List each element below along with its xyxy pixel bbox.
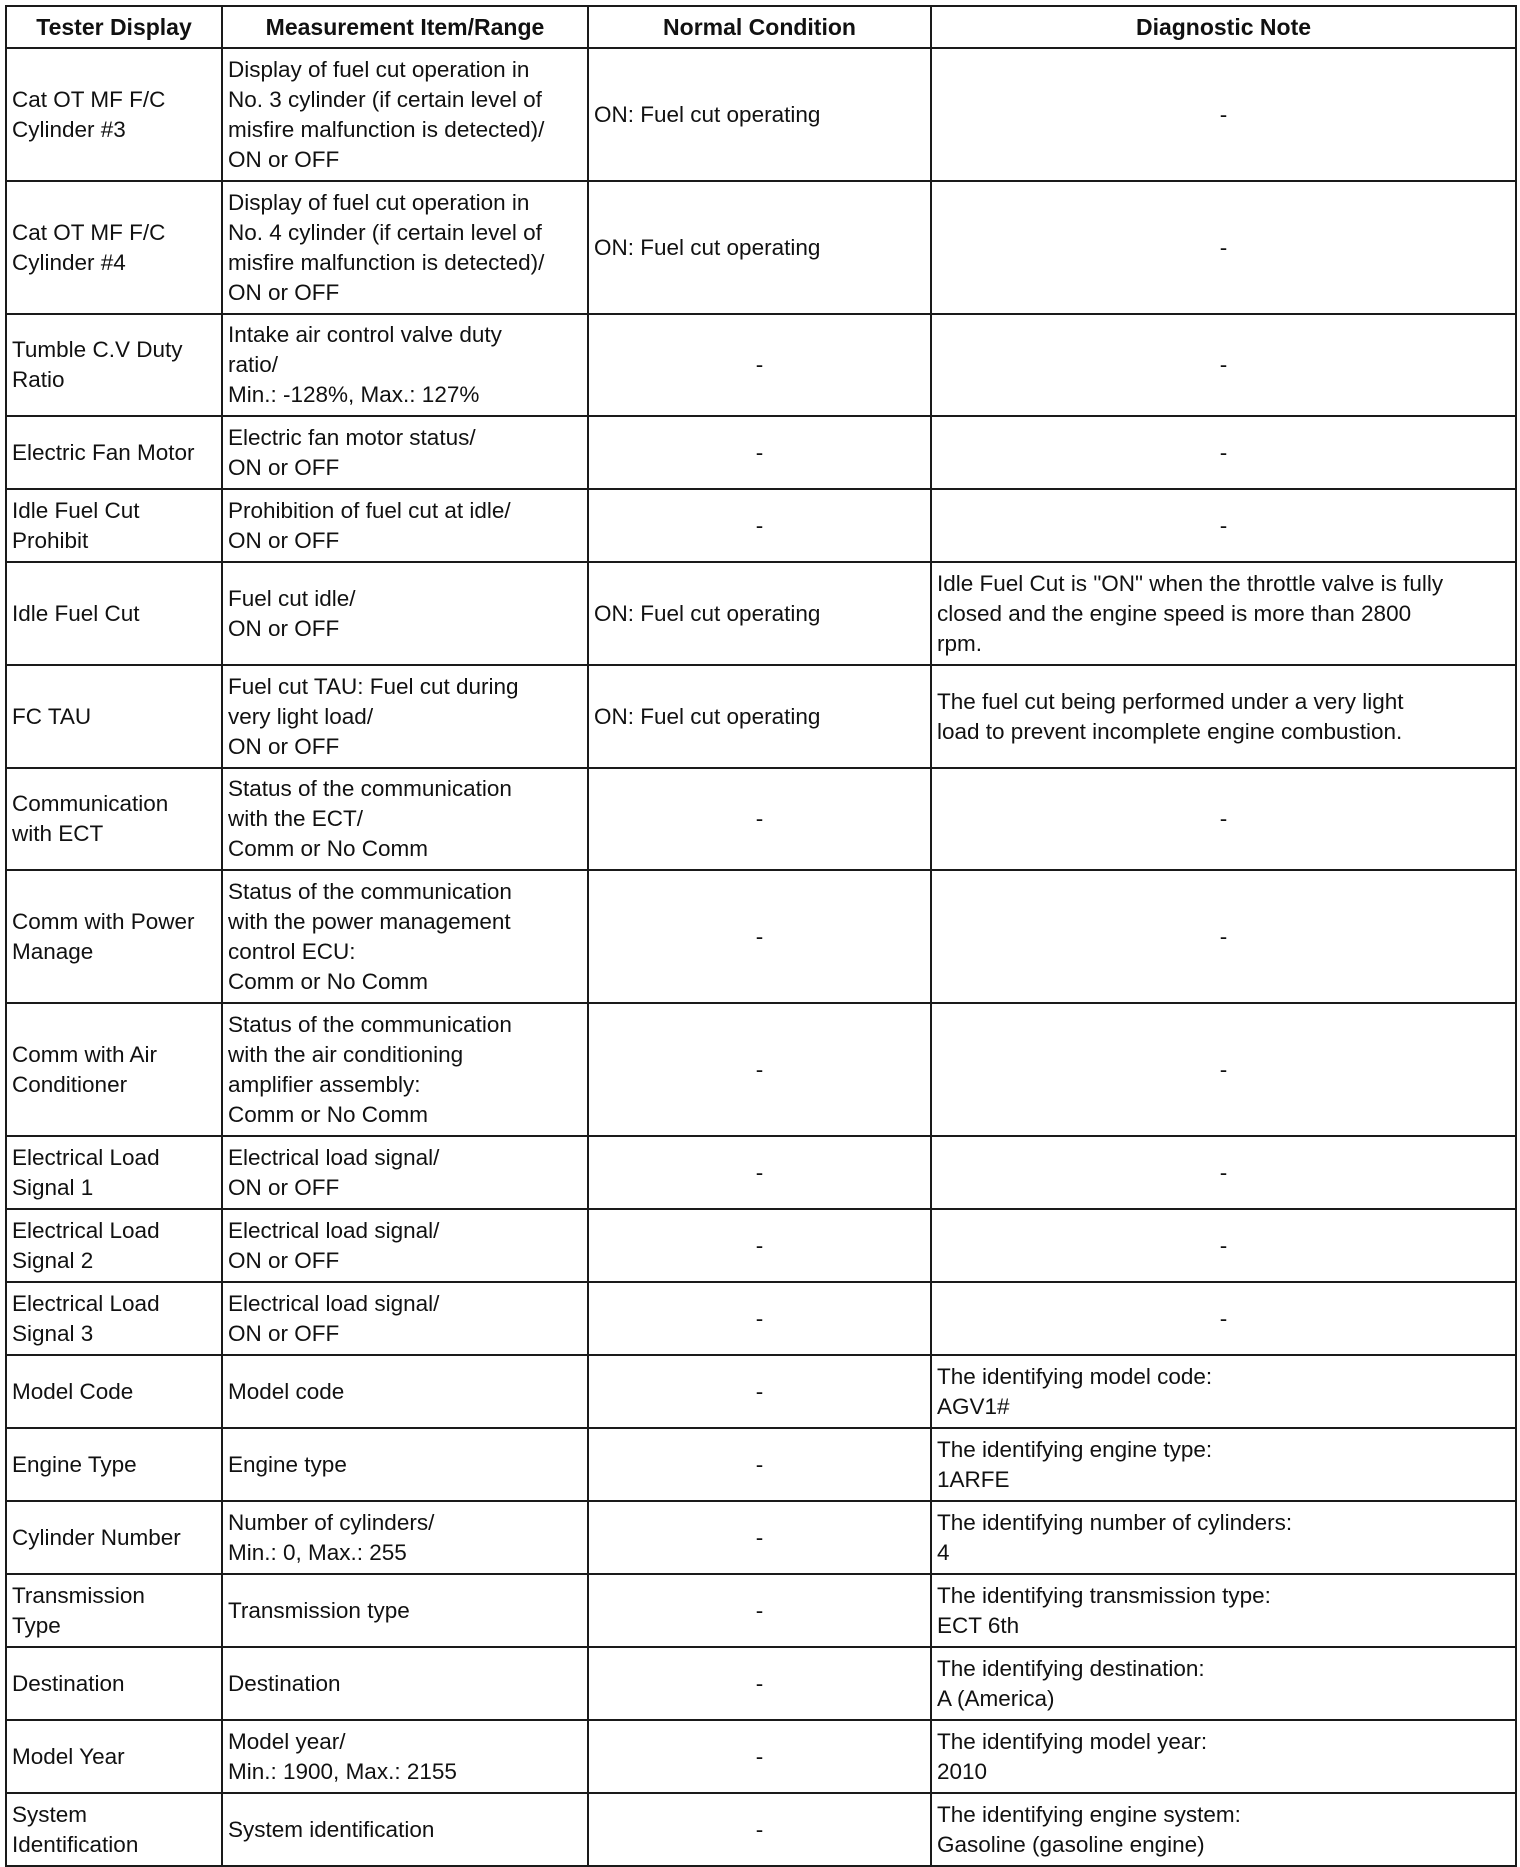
normal-condition-cell	[588, 416, 931, 489]
tester-display-text: Electrical Load Signal 2	[12, 1217, 160, 1273]
measurement-item-text: Status of the communication with the power management control ECU: Comm or No Comm	[228, 878, 512, 994]
measurement-item-cell	[222, 1136, 588, 1209]
diagnostic-note-text: -	[1219, 101, 1228, 127]
normal-condition-text: ON: Fuel cut operating	[594, 600, 821, 626]
tester-display-cell	[6, 1574, 222, 1647]
diagnostic-note-cell	[931, 870, 1516, 1003]
tester-display-cell	[6, 48, 222, 181]
normal-condition-text: -	[755, 1816, 764, 1842]
tester-display-cell	[6, 1428, 222, 1501]
table-row	[6, 314, 1516, 416]
normal-condition-text: -	[755, 1743, 764, 1769]
measurement-item-cell	[222, 416, 588, 489]
diagnostic-note-cell	[931, 48, 1516, 181]
measurement-item-text: Electrical load signal/ ON or OFF	[228, 1290, 440, 1346]
normal-condition-cell	[588, 1793, 931, 1866]
measurement-item-cell	[222, 1428, 588, 1501]
diagnostic-note-text: -	[1219, 806, 1228, 831]
tester-display-cell	[6, 314, 222, 416]
diagnostic-note-text: The identifying model year: 2010	[937, 1728, 1208, 1784]
measurement-item-cell	[222, 1209, 588, 1282]
normal-condition-text: -	[755, 806, 764, 831]
diagnostic-note-cell	[931, 314, 1516, 416]
measurement-item-cell	[222, 48, 588, 181]
tester-display-cell	[6, 768, 222, 870]
measurement-item-text: Fuel cut idle/ ON or OFF	[228, 585, 356, 641]
measurement-item-text: Electrical load signal/ ON or OFF	[228, 1217, 440, 1273]
normal-condition-cell	[588, 1003, 931, 1136]
diagnostic-note-text: -	[1219, 352, 1228, 377]
diagnostic-note-cell	[931, 1136, 1516, 1209]
table-row	[6, 1793, 1516, 1866]
measurement-item-text: Model year/ Min.: 1900, Max.: 2155	[228, 1728, 457, 1784]
measurement-item-text: Display of fuel cut operation in No. 4 cylinder (if certain level of misfire malfunction is detected)/ ON or OFF	[228, 189, 545, 305]
normal-condition-cell	[588, 1209, 931, 1282]
measurement-item-cell	[222, 1355, 588, 1428]
header-diagnostic-note: Diagnostic Note	[931, 6, 1516, 48]
measurement-item-text: Engine type	[228, 1451, 347, 1477]
normal-condition-text: -	[755, 1524, 764, 1550]
table-body	[6, 48, 1516, 1866]
normal-condition-text: ON: Fuel cut operating	[594, 234, 821, 260]
table-row	[6, 1136, 1516, 1209]
diagnostic-data-table	[5, 5, 1517, 1867]
measurement-item-text: Destination	[228, 1670, 341, 1696]
normal-condition-cell	[588, 489, 931, 562]
tester-display-text: Destination	[12, 1670, 125, 1696]
measurement-item-cell	[222, 1501, 588, 1574]
table-row	[6, 489, 1516, 562]
tester-display-text: Comm with Air Conditioner	[12, 1041, 158, 1097]
normal-condition-cell	[588, 1428, 931, 1501]
normal-condition-cell	[588, 562, 931, 665]
tester-display-cell	[6, 870, 222, 1003]
normal-condition-cell	[588, 181, 931, 314]
measurement-item-text: Status of the communication with the air conditioning amplifier assembly: Comm or No Comm	[228, 1011, 512, 1127]
diagnostic-note-text: -	[1219, 439, 1228, 465]
measurement-item-cell	[222, 181, 588, 314]
diagnostic-note-text: -	[1219, 1305, 1228, 1331]
tester-display-cell	[6, 489, 222, 562]
table-row	[6, 870, 1516, 1003]
table-row	[6, 1282, 1516, 1355]
tester-display-text: Cat OT MF F/C Cylinder #3	[12, 86, 166, 142]
normal-condition-text: -	[755, 1670, 764, 1696]
tester-display-text: Tumble C.V Duty Ratio	[12, 337, 183, 392]
normal-condition-text: -	[755, 1305, 764, 1331]
table-row	[6, 562, 1516, 665]
measurement-item-text: Display of fuel cut operation in No. 3 cylinder (if certain level of misfire malfunction is detected)/ ON or OFF	[228, 56, 545, 172]
normal-condition-text: -	[755, 352, 764, 377]
normal-condition-text: -	[755, 1159, 764, 1185]
table-row	[6, 1574, 1516, 1647]
measurement-item-text: Transmission type	[228, 1597, 410, 1623]
table-row	[6, 1209, 1516, 1282]
diagnostic-note-cell	[931, 1793, 1516, 1866]
diagnostic-note-text: The identifying engine type: 1ARFE	[937, 1436, 1213, 1492]
tester-display-text: System Identification	[12, 1801, 139, 1857]
tester-display-text: Communication with ECT	[12, 791, 169, 846]
normal-condition-cell	[588, 1136, 931, 1209]
tester-display-cell	[6, 1355, 222, 1428]
tester-display-text: Idle Fuel Cut	[12, 600, 140, 626]
tester-display-text: Model Year	[12, 1743, 125, 1769]
tester-display-cell	[6, 1647, 222, 1720]
diagnostic-note-text: -	[1219, 923, 1228, 949]
tester-display-cell	[6, 1209, 222, 1282]
normal-condition-text: -	[755, 439, 764, 465]
diagnostic-note-text: The identifying destination: A (America)	[937, 1655, 1205, 1711]
diagnostic-note-cell	[931, 1574, 1516, 1647]
measurement-item-text: Model code	[228, 1378, 345, 1404]
diagnostic-note-cell	[931, 1003, 1516, 1136]
tester-display-text: Comm with Power Manage	[12, 908, 195, 964]
diagnostic-note-text: -	[1219, 1056, 1228, 1082]
measurement-item-text: Prohibition of fuel cut at idle/ ON or OFF	[228, 497, 511, 553]
diagnostic-note-text: The identifying model code: AGV1#	[937, 1363, 1213, 1419]
measurement-item-cell	[222, 1793, 588, 1866]
diagnostic-note-text: -	[1219, 234, 1228, 260]
header-normal-condition: Normal Condition	[588, 6, 931, 48]
tester-display-cell	[6, 1501, 222, 1574]
measurement-item-cell	[222, 870, 588, 1003]
tester-display-cell	[6, 1003, 222, 1136]
normal-condition-cell	[588, 1574, 931, 1647]
table-row	[6, 416, 1516, 489]
measurement-item-text: Electric fan motor status/ ON or OFF	[228, 424, 476, 480]
measurement-item-text: Fuel cut TAU: Fuel cut during very light load/ ON or OFF	[228, 673, 519, 759]
tester-display-cell	[6, 1793, 222, 1866]
diagnostic-note-cell	[931, 562, 1516, 665]
tester-display-text: Engine Type	[12, 1451, 137, 1477]
measurement-item-cell	[222, 768, 588, 870]
measurement-item-cell	[222, 1647, 588, 1720]
normal-condition-cell	[588, 1355, 931, 1428]
diagnostic-note-text: The identifying transmission type: ECT 6th	[937, 1582, 1271, 1638]
measurement-item-cell	[222, 1003, 588, 1136]
measurement-item-cell	[222, 562, 588, 665]
measurement-item-cell	[222, 1574, 588, 1647]
diagnostic-note-cell	[931, 1647, 1516, 1720]
header-row	[6, 6, 1516, 48]
tester-display-cell	[6, 562, 222, 665]
normal-condition-cell	[588, 1501, 931, 1574]
header-tester-display: Tester Display	[6, 6, 222, 48]
tester-display-cell	[6, 1136, 222, 1209]
diagnostic-note-cell	[931, 416, 1516, 489]
normal-condition-text: -	[755, 512, 764, 538]
diagnostic-note-text: -	[1219, 1159, 1228, 1185]
normal-condition-cell	[588, 768, 931, 870]
tester-display-cell	[6, 1282, 222, 1355]
header-measurement-item: Measurement Item/Range	[222, 6, 588, 48]
normal-condition-text: -	[755, 1451, 764, 1477]
diagnostic-note-cell	[931, 768, 1516, 870]
normal-condition-text: ON: Fuel cut operating	[594, 703, 821, 729]
diagnostic-note-text: -	[1219, 512, 1228, 538]
tester-display-text: Idle Fuel Cut Prohibit	[12, 497, 140, 553]
table-row	[6, 1355, 1516, 1428]
diagnostic-note-cell	[931, 665, 1516, 768]
tester-display-cell	[6, 181, 222, 314]
diagnostic-note-cell	[931, 1209, 1516, 1282]
normal-condition-text: -	[755, 1056, 764, 1082]
tester-display-text: Model Code	[12, 1378, 134, 1404]
table-row	[6, 1428, 1516, 1501]
tester-display-text: Electrical Load Signal 1	[12, 1144, 160, 1200]
normal-condition-text: -	[755, 923, 764, 949]
measurement-item-cell	[222, 314, 588, 416]
diagnostic-note-text: The identifying number of cylinders: 4	[937, 1509, 1293, 1565]
diagnostic-note-cell	[931, 1355, 1516, 1428]
normal-condition-text: -	[755, 1378, 764, 1404]
normal-condition-cell	[588, 1282, 931, 1355]
diagnostic-note-text: -	[1219, 1232, 1228, 1258]
tester-display-text: Transmission Type	[12, 1582, 145, 1638]
tester-display-text: Cat OT MF F/C Cylinder #4	[12, 219, 166, 275]
measurement-item-text: System identification	[228, 1816, 435, 1842]
measurement-item-cell	[222, 1282, 588, 1355]
tester-display-text: Electrical Load Signal 3	[12, 1290, 160, 1346]
normal-condition-text: ON: Fuel cut operating	[594, 101, 821, 127]
measurement-item-text: Electrical load signal/ ON or OFF	[228, 1144, 440, 1200]
diagnostic-note-cell	[931, 1720, 1516, 1793]
measurement-item-cell	[222, 1720, 588, 1793]
measurement-item-text: Intake air control valve duty ratio/ Min.: -128%, Max.: 127%	[228, 322, 502, 407]
normal-condition-cell	[588, 1647, 931, 1720]
normal-condition-cell	[588, 870, 931, 1003]
tester-display-text: FC TAU	[12, 703, 92, 729]
measurement-item-cell	[222, 665, 588, 768]
table-row	[6, 48, 1516, 181]
diagnostic-note-text: The fuel cut being performed under a very light load to prevent incomplete engine combustion.	[937, 688, 1404, 744]
normal-condition-cell	[588, 665, 931, 768]
table-row	[6, 768, 1516, 870]
normal-condition-cell	[588, 1720, 931, 1793]
normal-condition-text: -	[755, 1232, 764, 1258]
measurement-item-text: Number of cylinders/ Min.: 0, Max.: 255	[228, 1509, 435, 1565]
table-row	[6, 1501, 1516, 1574]
diagnostic-note-cell	[931, 1282, 1516, 1355]
diagnostic-note-cell	[931, 1428, 1516, 1501]
diagnostic-note-cell	[931, 1501, 1516, 1574]
table-row	[6, 1720, 1516, 1793]
tester-display-cell	[6, 665, 222, 768]
table-row	[6, 1647, 1516, 1720]
tester-display-text: Electric Fan Motor	[12, 439, 195, 465]
tester-display-cell	[6, 1720, 222, 1793]
normal-condition-cell	[588, 314, 931, 416]
tester-display-cell	[6, 416, 222, 489]
normal-condition-text: -	[755, 1597, 764, 1623]
diagnostic-note-text: The identifying engine system: Gasoline (gasoline engine)	[937, 1801, 1241, 1857]
diagnostic-note-cell	[931, 489, 1516, 562]
table-row	[6, 1003, 1516, 1136]
measurement-item-text: Status of the communication with the ECT/ Comm or No Comm	[228, 776, 512, 861]
table-row	[6, 665, 1516, 768]
table-row	[6, 181, 1516, 314]
tester-display-text: Cylinder Number	[12, 1524, 181, 1550]
measurement-item-cell	[222, 489, 588, 562]
diagnostic-note-cell	[931, 181, 1516, 314]
normal-condition-cell	[588, 48, 931, 181]
diagnostic-note-text: Idle Fuel Cut is "ON" when the throttle valve is fully closed and the engine speed is more than 2800 rpm.	[937, 570, 1444, 656]
